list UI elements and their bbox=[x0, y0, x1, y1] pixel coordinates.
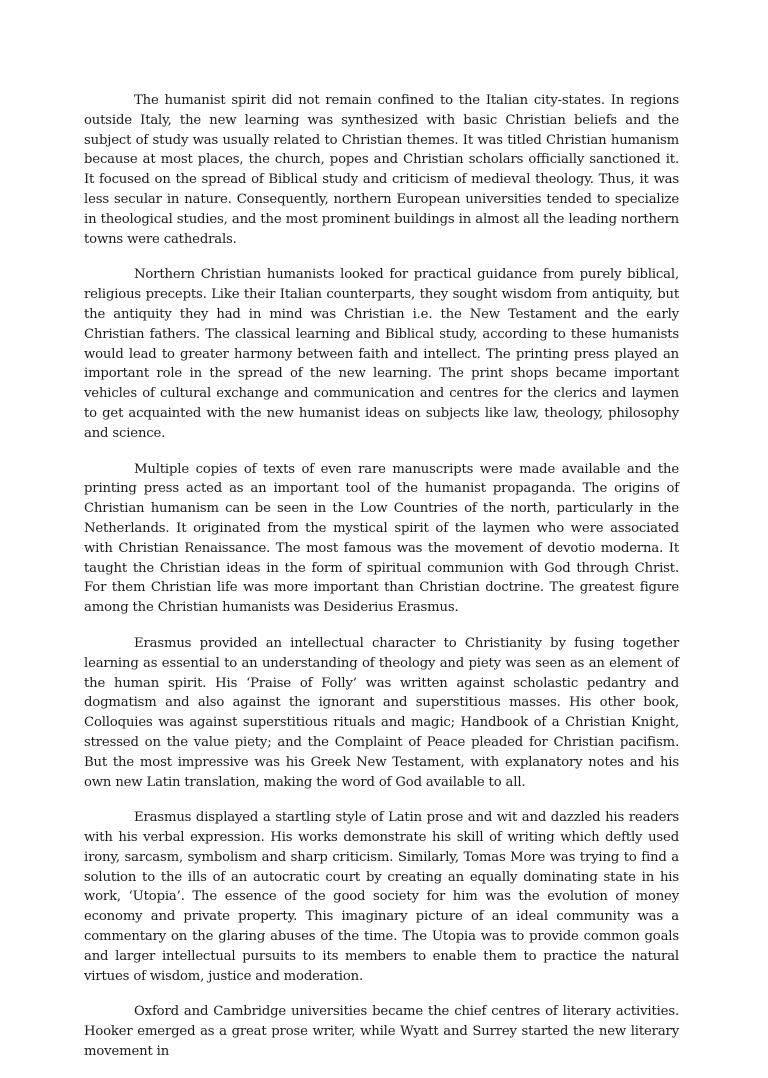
paragraph-printing-press: Multiple copies of texts of even rare manuscripts were made available and the printing press acted as an important tool of the humanist propaganda. The origins of Christian humanism can be seen in the Low Countries of the north, particularly in the Netherlands. It originated from the mystical spirit of the laymen who were associated with Christian Renaissance. The most famous was the movement of devotio moderna. It taught the Christian ideas in the form of spiritual communion with God through Christ. For them Christian life was more important than Christian doctrine. The greatest figure among the Christian humanists was Desiderius Erasmus. bbox=[84, 461, 679, 616]
paragraph-erasmus-works: Erasmus provided an intellectual character to Christianity by fusing together learning as essential to an understanding of theology and piety was seen as an element of the human spirit. His ‘Praise of Folly’ was written against scholastic pedantry and dogmatism and also against the ignorant and superstitious masses. His other book, Colloquies was against superstitious rituals and magic; Handbook of a Christian Knight, stressed on the value piety; and the Complaint of Peace pleaded for Christian pacifism. But the most impressive was his Greek New Testament, with explanatory notes and his own new Latin translation, making the word of God available to all. bbox=[84, 635, 679, 790]
paragraph-northern-humanists: Northern Christian humanists looked for practical guidance from purely biblical, religious precepts. Like their Italian counterparts, they sought wisdom from antiquity, but the antiquity they had in mind was Christian i.e. the New Testament and the early Christian fathers. The classical learning and Biblical study, according to these humanists would lead to greater harmony between faith and intellect. The printing press played an important role in the spread of the new learning. The print shops became important vehicles of cultural exchange and communication and centres for the clerics and laymen to get acquainted with the new humanist ideas on subjects like law, theology, philosophy and science. bbox=[84, 267, 679, 441]
paragraph-christian-humanism-origins: The humanist spirit did not remain confined to the Italian city-states. In regions outside Italy, the new learning was synthesized with basic Christian beliefs and the subject of study was usually related to Christian themes. It was titled Christian humanism because at most places, the church, popes and Christian scholars officially sanctioned it. It focused on the spread of Biblical study and criticism of medieval theology. Thus, it was less secular in nature. Consequently, northern European universities tended to specialize in theological studies, and the most prominent buildings in almost all the leading northern towns were cathedrals. bbox=[84, 93, 679, 247]
document-page bbox=[84, 91, 679, 1078]
paragraph-oxford-cambridge: Oxford and Cambridge universities became the chief centres of literary activities. Hooker emerged as a great prose writer, while Wyatt and Surrey started the new literary movement in bbox=[84, 1004, 679, 1060]
paragraph-erasmus-style-utopia: Erasmus displayed a startling style of Latin prose and wit and dazzled his readers with his verbal expression. His works demonstrate his skill of writing which deftly used irony, sarcasm, symbolism and sharp criticism. Similarly, Tomas More was trying to find a solution to the ills of an autocratic court by creating an equally dominating state in his work, ‘Utopia’. The essence of the good society for him was the evolution of money economy and private property. This imaginary picture of an ideal community was a commentary on the glaring abuses of the time. The Utopia was to provide common goals and larger intellectual pursuits to its members to enable them to practice the natural virtues of wisdom, justice and moderation. bbox=[84, 810, 679, 984]
